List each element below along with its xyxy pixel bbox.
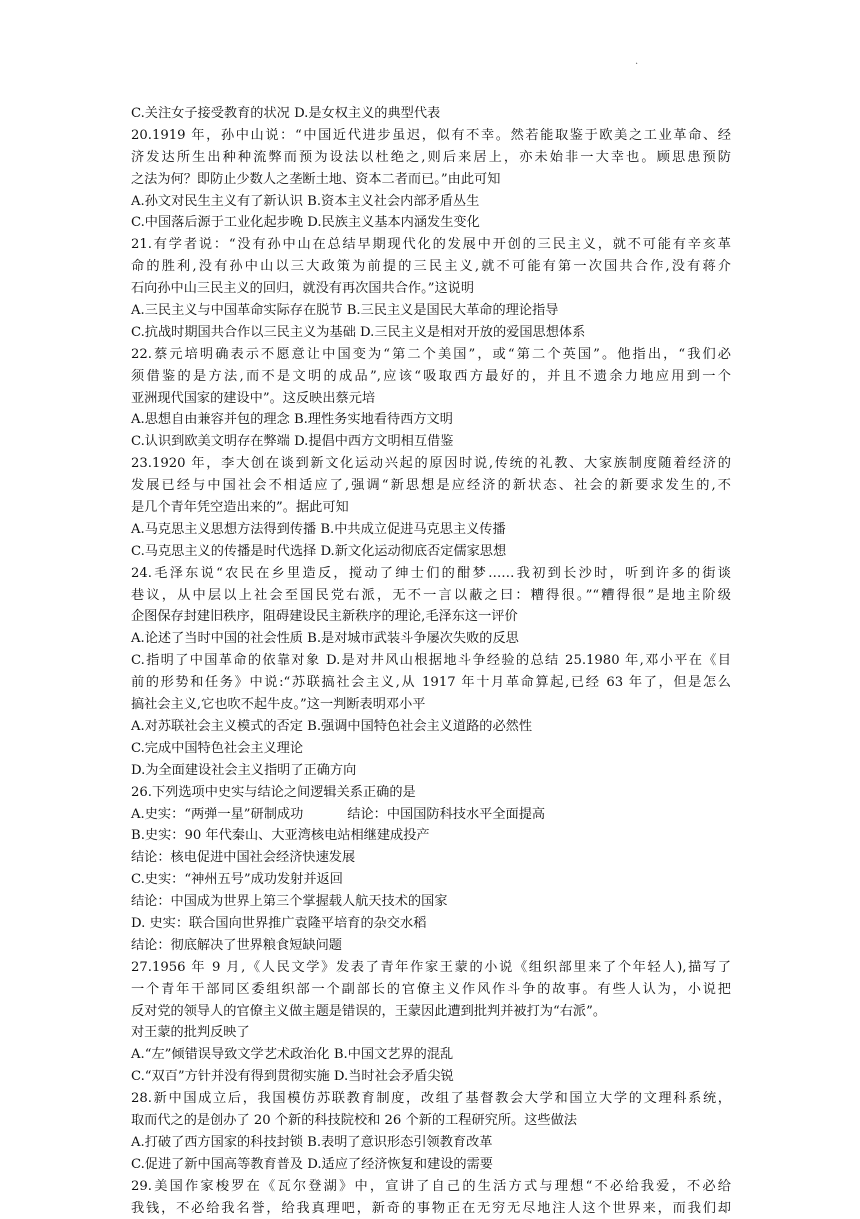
option-line: D.为全面建设社会主义指明了正确方向	[131, 762, 357, 778]
text-line: 我钱，不必给我名誉，给我真理吧，新奇的事物正在无穷无尽地注人这个世界来，而我们却	[131, 1200, 731, 1216]
option-line: C.认识到欧美文明存在弊端 D.提倡中西方文明相互借鉴	[131, 434, 454, 450]
text-line: 取而代之的是创办了 20 个新的科技院校和 26 个新的工程研究所。这些做法	[131, 1112, 577, 1128]
option-line: C.促进了新中国高等教育普及 D.适应了经济恢复和建设的需要	[131, 1156, 493, 1172]
question-22-stem: 22.蔡元培明确表示不愿意让中国变为“第二个美国”，或“第二个英国”。他指出，“我们必	[131, 346, 731, 362]
q26-a-fact: A.史实：“两弹一星”研制成功	[131, 806, 304, 822]
option-line: C.完成中国特色社会主义理论	[131, 740, 304, 756]
option-line: A.对苏联社会主义模式的否定 B.强调中国特色社会主义道路的必然性	[131, 718, 533, 734]
option-line: B.史实：90 年代秦山、大亚湾核电站相继建成投产	[131, 828, 430, 844]
text-line: 搞社会主义,它也吹不起牛皮。”这一判断表明邓小平	[131, 697, 426, 713]
option-line: C.中国落后源于工业化起步晚 D.民族主义基本内涵发生变化	[131, 215, 480, 231]
question-28-stem: 28.新中国成立后，我国模仿苏联教育制度，改组了基督教会大学和国立大学的文理科系统，	[131, 1091, 731, 1107]
text-line: 结论：彻底解决了世界粮食短缺问题	[131, 937, 342, 953]
option-line: C.马克思主义的传播是时代选择 D.新文化运动彻底否定儒家思想	[131, 543, 507, 559]
option-line: A.思想自由兼容并包的理念 B.理性务实地看待西方文明	[131, 412, 453, 428]
text-line: 济发达所生出种种流弊而预为设法以杜绝之,则后来居上，亦未始非一大幸也。顾思患预防	[131, 149, 731, 165]
text-line: 反对党的领导人的官僚主义做主题是错误的，王蒙因此遭到批判并被打为“右派”。	[131, 1003, 607, 1019]
text-line: 结论：中国成为世界上第三个掌握载人航天技术的国家	[131, 894, 448, 910]
question-20-stem: 20.1919 年，孙中山说：“中国近代进步虽迟，似有不幸。然若能取鉴于欧美之工业革命、经	[131, 127, 731, 143]
text-line: 之法为何？即防止少数人之垄断土地、资本二者而已。”由此可知	[131, 171, 501, 187]
option-line: A.打破了西方国家的科技封锁 B.表明了意识形态引领教育改革	[131, 1134, 493, 1150]
option-line: C.抗战时期国共合作以三民主义为基础 D.三民主义是相对开放的爱国思想体系	[131, 324, 586, 340]
option-line: A.三民主义与中国革命实际存在脱节 B.三民主义是国民大革命的理论指导	[131, 303, 559, 319]
question-27-stem: 27.1956 年 9 月,《人民文学》发表了青年作家王蒙的小说《组织部里来了个年轻人),描写了	[131, 959, 731, 975]
text-line: C.关注女子接受教育的状况 D.是女权主义的典型代表	[131, 106, 441, 121]
question-23-stem: 23.1920 年，李大创在谈到新文化运动兴起的原因时说,传统的礼教、大家族制度随着经济的	[131, 456, 731, 472]
option-line: A.“左”倾错误导致文学艺术政治化 B.中国文艺界的混乱	[131, 1047, 454, 1063]
question-26-stem: 26.下列选项中史实与结论之间逻辑关系正确的是	[131, 784, 416, 800]
text-line: 须借鉴的是方法,而不是文明的成品”,应该“吸取西方最好的，并且不遗余力地应用到一个	[131, 368, 731, 384]
exam-text-body	[131, 103, 731, 1219]
text-line: 结论：核电促进中国社会经济快速发展	[131, 850, 356, 866]
page-marker: .	[635, 56, 639, 67]
q26-a-conclusion: 结论：中国国防科技水平全面提高	[347, 806, 546, 822]
text-line: 前的形势和任务》中说:“苏联搞社会主义,从 1917 年十月革命算起,已经 63 年了，但是怎么	[131, 675, 731, 691]
text-line: 命的胜利,没有孙中山以三大政策为前提的三民主义,就不可能有第一次国共合作,没有蒋介	[131, 259, 731, 275]
option-line: A.论述了当时中国的社会性质 B.是对城市武装斗争屡次失败的反思	[131, 631, 519, 647]
text-line: 发展已经与中国社会不相适应了,强调“新思想是应经济的新状态、社会的新要求发生的,不	[131, 478, 731, 494]
option-line: C.史实：“神州五号”成功发射并返回	[131, 872, 343, 888]
question-24-stem: 24.毛泽东说“农民在乡里造反，搅动了绅士们的酣梦……我初到长沙时，听到许多的街谈	[131, 565, 731, 581]
option-line	[131, 804, 731, 826]
text-line: 石向孙中山三民主义的回归，就没有再次国共合作。”这说明	[131, 281, 475, 297]
text-line: 企图保存封建旧秩序，阻碍建设民主新秩序的理论,毛泽东这一评价	[131, 609, 518, 625]
option-line: C.指明了中国革命的依靠对象 D.是对井风山根据地斗争经验的总结 25.1980 年,邓小平在《目	[131, 653, 731, 669]
text-line: 巷议，从中层以上社会至国民党右派，无不一言以蔽之曰：糟得很。”“糟得很”是地主阶级	[131, 587, 731, 603]
text-line: 亚洲现代国家的建设中”。这反映出蔡元培	[131, 390, 376, 406]
text-line: 是几个青年凭空造出来的”。据此可知	[131, 500, 349, 516]
question-29-stem: 29.美国作家梭罗在《瓦尔登湖》中，宣讲了自己的生活方式与理想“不必给我爱，不必给	[131, 1178, 731, 1194]
text-line: 对王蒙的批判反映了	[131, 1025, 250, 1041]
option-line: D. 史实：联合国向世界推广袁隆平培育的杂交水稻	[131, 915, 427, 931]
option-line: A.马克思主义思想方法得到传播 B.中共成立促进马克思主义传播	[131, 521, 506, 537]
text-line: 一个青年干部同区委组织部一个副部长的官僚主义作风作斗争的故事。有些人认为，小说把	[131, 981, 731, 997]
option-line: A.孙文对民生主义有了新认识 B.资本主义社会内部矛盾丛生	[131, 193, 480, 209]
question-21-stem: 21.有学者说：“没有孙中山在总结早期现代化的发展中开创的三民主义，就不可能有辛亥革	[131, 237, 731, 253]
option-line: C.“双百”方针并没有得到贯彻实施 D.当时社会矛盾尖锐	[131, 1069, 454, 1085]
